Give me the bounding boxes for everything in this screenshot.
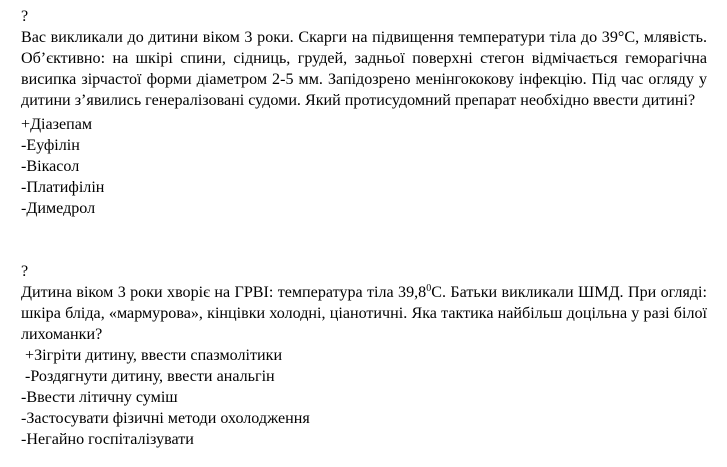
answer-option-correct: +Зігріти дитину, ввести спазмолітики <box>21 347 283 364</box>
answer-option: -Димедрол <box>21 200 96 217</box>
answer-option: -Ввести літичну суміш <box>21 389 178 406</box>
question-block-2 <box>21 261 707 450</box>
question-marker: ? <box>21 263 29 280</box>
question-stem: Вас викликали до дитини віком 3 роки. Скарги на підвищення температури тіла до 39°С, млявість. Об’єктивно: на шкірі спини, сідниць, грудей, задньої поверхні стегон відмічається геморагічна висипка зірчастої форми діаметром 2-5 мм. Запідозрено менінгококову інфекцію. Під час огляду у дитини з’явились генералізовані судоми. Який протисудомний препарат необхідно ввести дитині? <box>21 29 707 109</box>
question-stem <box>21 282 707 345</box>
answer-option: -Вікасол <box>21 158 80 175</box>
answer-option: -Застосувати фізичні методи охолодження <box>21 410 310 427</box>
question-block-1 <box>21 6 707 219</box>
answer-options <box>21 114 707 219</box>
question-marker: ? <box>21 8 29 25</box>
answer-options <box>21 345 707 450</box>
question-stem-part: Дитина віком 3 роки хворіє на ГРВІ: температура тіла 39,8 <box>21 284 427 301</box>
question-stem-part: С. Батьки викликали ШМД. При огляді: шкіра бліда, «мармурова», кінцівки холодні, ціанотичні. Яка тактика найбільш доцільна у разі білої лихоманки? <box>21 284 707 343</box>
answer-option: -Негайно госпіталізувати <box>21 431 194 448</box>
answer-option-correct: +Діазепам <box>21 116 93 133</box>
answer-option: -Роздягнути дитину, ввести анальгін <box>21 368 275 385</box>
degree-superscript: 0 <box>426 283 432 294</box>
answer-option: -Еуфілін <box>21 137 80 154</box>
answer-option: -Платифілін <box>21 179 105 196</box>
